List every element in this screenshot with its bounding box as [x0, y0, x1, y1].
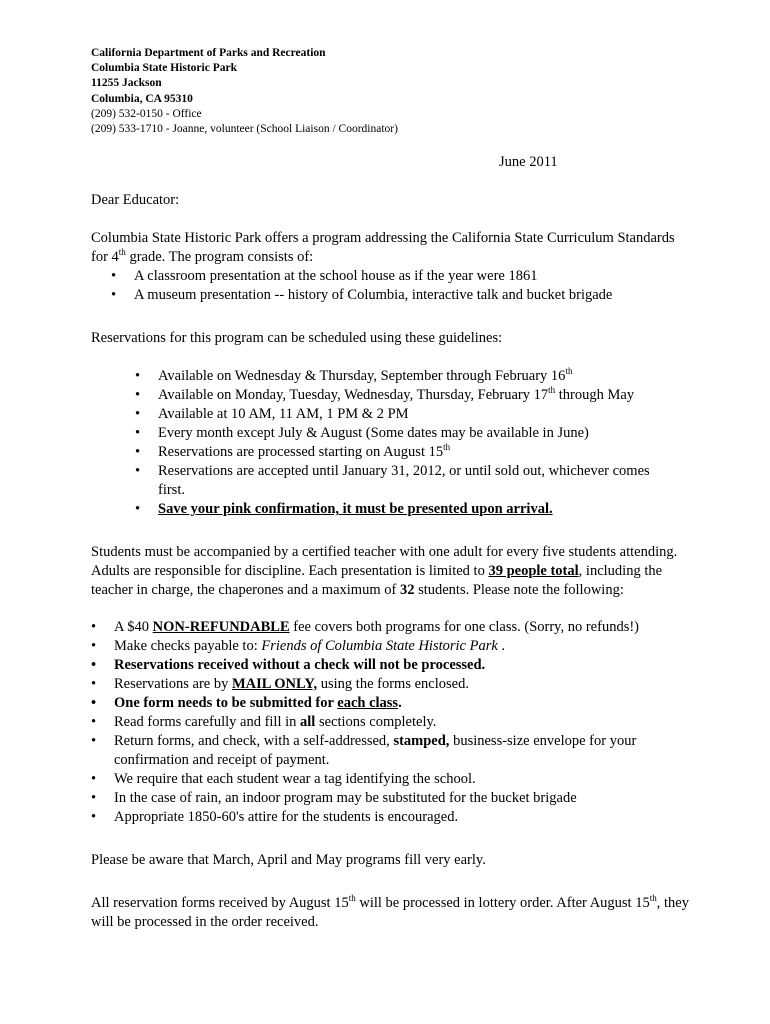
max-students: 32: [399, 582, 415, 598]
note-item: • Reservations received without a check will not be processed.: [114, 656, 691, 675]
intro-paragraph: [91, 229, 691, 267]
guideline-item: • Every month except July & August (Some dates may be available in June): [158, 424, 691, 443]
note-text: Make checks payable to:: [114, 638, 262, 654]
note-text-end: fee covers both programs for one class. (Sorry, no refunds!): [289, 619, 639, 635]
reservations-intro: Reservations for this program can be scheduled using these guidelines:: [91, 330, 503, 346]
letterhead-street: 11255 Jackson: [91, 77, 162, 90]
lottery-text-mid: will be processed in lottery order. After August 15: [355, 895, 650, 911]
note-item: [114, 732, 674, 770]
guideline-text: Available on Wednesday & Thursday, September through February 16: [158, 368, 566, 384]
notes-list: [114, 618, 691, 827]
intro-superscript: th: [118, 247, 126, 258]
note-text-end: sections completely.: [315, 714, 437, 730]
students-paragraph: [91, 543, 691, 600]
lottery-superscript: th: [649, 893, 657, 904]
intro-text-end: grade. The program consists of:: [125, 249, 314, 265]
guidelines-list: [158, 367, 691, 519]
note-item: • Appropriate 1850-60's attire for the students is encouraged.: [114, 808, 691, 827]
note-item: • In the case of rain, an indoor program may be substituted for the bucket brigade: [114, 789, 691, 808]
guideline-text: Reservations are processed starting on August 15: [158, 444, 444, 460]
note-text: One form needs to be submitted for: [114, 695, 338, 711]
note-text-end: .: [398, 695, 402, 711]
letterhead-volunteer-phone: (209) 533-1710 - Joanne, volunteer (School Liaison / Coordinator): [91, 123, 398, 136]
students-text-mid: , including the teacher in charge, the chaperones and a maximum of: [91, 563, 663, 598]
lottery-superscript: th: [348, 893, 356, 904]
students-text: Students must be accompanied by a certified teacher with one adult for every five students attending. Adults are responsible for discipline. Each presentation is limited to: [91, 544, 678, 579]
guideline-superscript: th: [548, 385, 556, 396]
letter-body: [91, 191, 691, 932]
guideline-text-end: through May: [555, 387, 635, 403]
note-text: Return forms, and check, with a self-addressed,: [114, 733, 394, 749]
note-item: [114, 694, 691, 713]
guideline-superscript: th: [565, 366, 573, 377]
stamped-label: stamped,: [393, 733, 450, 749]
all-label: all: [300, 714, 316, 730]
program-list: [134, 267, 691, 305]
guideline-text: Available on Monday, Tuesday, Wednesday, Thursday, February 17: [158, 387, 549, 403]
note-item: [114, 713, 691, 732]
payee-name: Friends of Columbia State Historic Park: [261, 638, 498, 654]
note-text: Reservations are by: [114, 676, 232, 692]
guideline-item: • Available at 10 AM, 11 AM, 1 PM & 2 PM: [158, 405, 691, 424]
students-text-end: students. Please note the following:: [414, 582, 624, 598]
guideline-item: [158, 367, 691, 386]
letterhead-department: California Department of Parks and Recreation: [91, 47, 326, 59]
note-item: [114, 637, 691, 656]
guideline-item: [158, 443, 691, 462]
note-text-end: business-size envelope for your confirmation and receipt of payment.: [114, 733, 637, 768]
lottery-paragraph: [91, 894, 691, 932]
note-item: [114, 618, 691, 637]
each-class-label: each class: [337, 695, 399, 711]
program-item: • A classroom presentation at the school house as if the year were 1861: [134, 267, 691, 286]
note-text-end: .: [497, 638, 506, 654]
note-item: • We require that each student wear a tag identifying the school.: [114, 770, 691, 789]
letterhead-park: Columbia State Historic Park: [91, 62, 237, 75]
guideline-item: [158, 386, 691, 405]
guideline-superscript: th: [443, 442, 451, 453]
mail-only-label: MAIL ONLY,: [231, 676, 318, 692]
letterhead-office-phone: (209) 532-0150 - Office: [91, 107, 202, 120]
early-fill-notice: Please be aware that March, April and May programs fill very early.: [91, 852, 486, 868]
program-item: • A museum presentation -- history of Columbia, interactive talk and bucket brigade: [134, 286, 691, 305]
letter-date: June 2011: [499, 154, 558, 170]
lottery-text: All reservation forms received by August 15: [91, 895, 349, 911]
note-text: Read forms carefully and fill in: [114, 714, 301, 730]
intro-text: Columbia State Historic Park offers a program addressing the California State Curriculum Standards for 4: [91, 230, 675, 265]
lottery-text-end: , they will be processed in the order received.: [91, 895, 689, 930]
salutation: Dear Educator:: [91, 192, 180, 208]
pink-confirmation-notice: Save your pink confirmation, it must be presented upon arrival.: [158, 501, 553, 517]
note-text-end: using the forms enclosed.: [317, 676, 469, 692]
people-limit: 39 people total: [488, 563, 579, 579]
letterhead: [91, 46, 398, 137]
guideline-item: [158, 500, 691, 519]
non-refundable-label: NON-REFUNDABLE: [152, 619, 290, 635]
letterhead-city: Columbia, CA 95310: [91, 92, 193, 105]
guideline-item: • Reservations are accepted until January 31, 2012, or until sold out, whichever comes first.: [158, 462, 678, 500]
note-text: A $40: [114, 619, 153, 635]
note-item: [114, 675, 691, 694]
